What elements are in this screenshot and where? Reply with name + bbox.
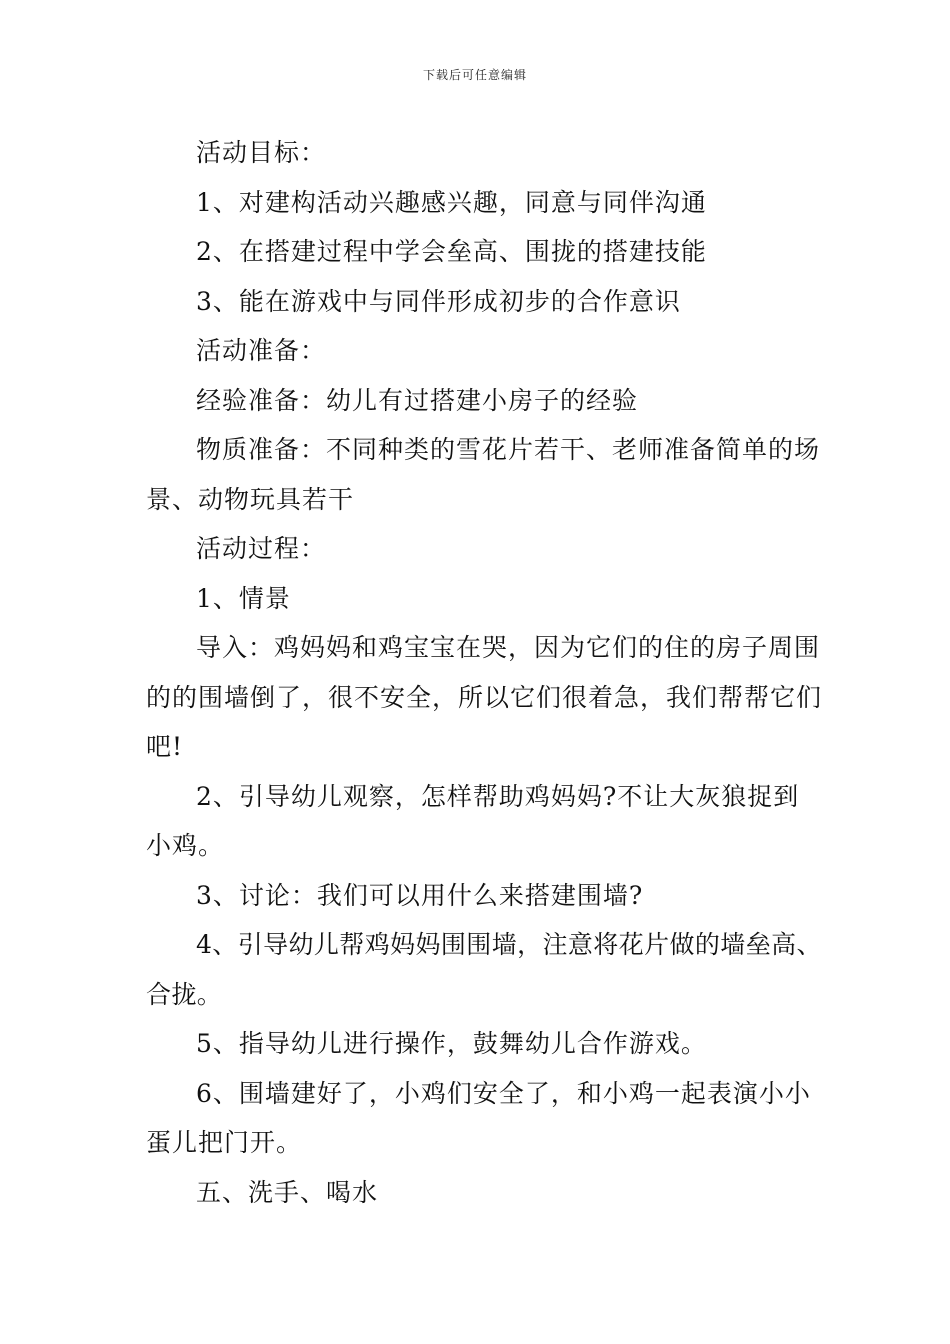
paragraph: 6、围墙建好了，小鸡们安全了，和小鸡一起表演小小蛋儿把门开。 [146,1078,811,1157]
paragraph: 2、在搭建过程中学会垒高、围拢的搭建技能 [196,237,707,266]
document-body [146,128,822,1217]
page-header-note: 下载后可任意编辑 [422,68,527,82]
paragraph: 导入：鸡妈妈和鸡宝宝在哭，因为它们的住的房子周围的的围墙倒了，很不安全，所以它们很着急，我们帮帮它们吧! [146,633,823,761]
paragraph: 物质准备：不同种类的雪花片若干、老师准备简单的场景、动物玩具若干 [146,435,821,514]
paragraph: 经验准备：幼儿有过搭建小房子的经验 [196,385,639,415]
paragraph: 4、引导幼儿帮鸡妈妈围围墙，注意将花片做的墙垒高、合拢。 [146,930,822,1009]
paragraph: 活动过程： [196,534,327,563]
paragraph: 3、能在游戏中与同伴形成初步的合作意识 [196,286,681,316]
paragraph: 5、指导幼儿进行操作，鼓舞幼儿合作游戏。 [196,1029,707,1058]
paragraph: 2、引导幼儿观察，怎样帮助鸡妈妈?不让大灰狼捉到小鸡。 [146,781,800,860]
paragraph: 3、讨论：我们可以用什么来搭建围墙? [196,880,644,910]
paragraph: 1、情景 [196,583,291,613]
paragraph: 活动目标： [196,138,327,167]
paragraph: 活动准备： [196,336,327,365]
paragraph: 1、对建构活动兴趣感兴趣，同意与同伴沟通 [196,187,707,217]
paragraph: 五、洗手、喝水 [196,1177,379,1207]
